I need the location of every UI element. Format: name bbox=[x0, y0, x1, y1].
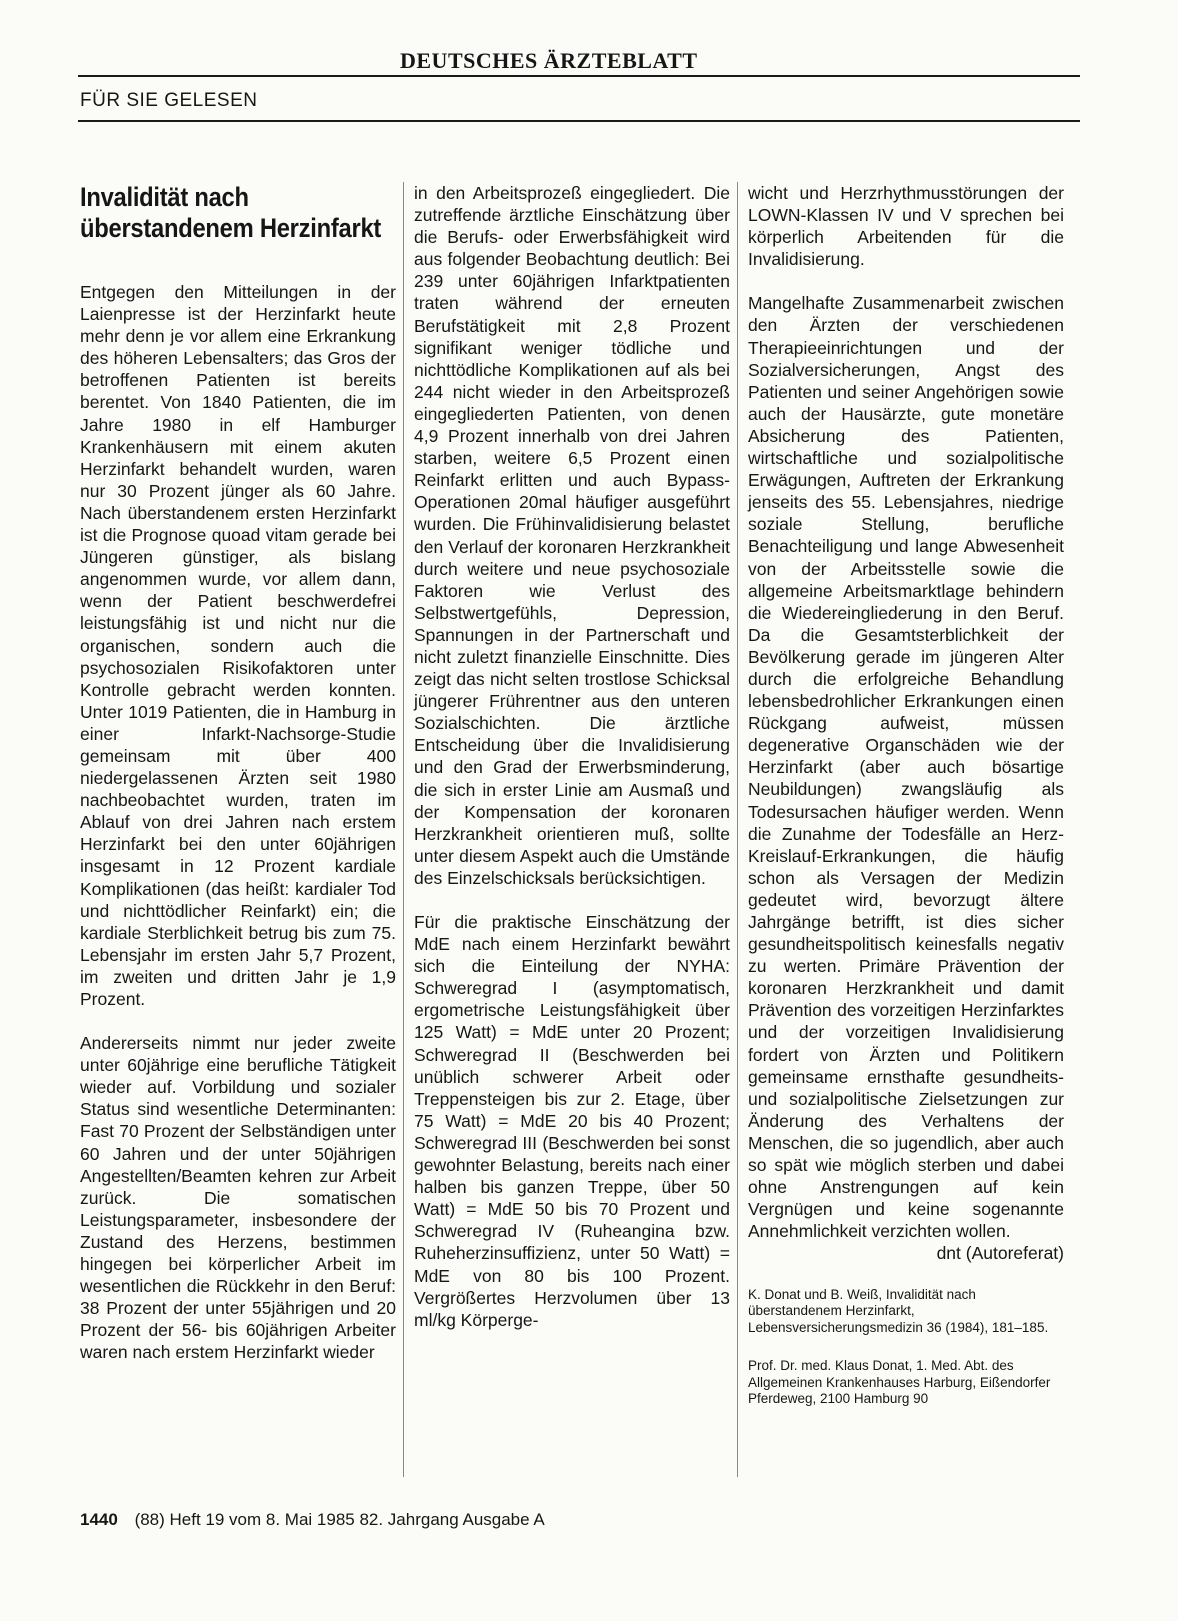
paragraph: Andererseits nimmt nur jeder zweite unter 60jährige eine berufliche Tätigkeit wieder auf. Vorbildung und sozialer Status sind wesentliche Determinanten: Fast 70 Prozent der Selbständigen unter 60 Jahren und der unter 50jährigen Angestellten/Beamten kehren zur Arbeit zurück. Die somatischen Leistungsparameter, insbesondere der Zustand des Herzens, bestimmen hingegen bei körperlicher Arbeit im wesentlichen die Rückkehr in den Beruf: 38 Prozent der unter 55jährigen und 20 Prozent der 56- bis 60jährigen Arbeiter waren nach erstem Herzinfarkt wieder bbox=[80, 1033, 396, 1363]
section-label: FÜR SIE GELESEN bbox=[80, 90, 258, 111]
paragraph: Für die praktische Einschätzung der MdE nach einem Herzinfarkt bewährt sich die Einteilung der NYHA: Schweregrad I (asymptomatisch, ergometrische Leistungsfähigkeit über 125 Watt) = MdE unter 20 Prozent; Schweregrad II (Beschwerden bei unüblich schwerer Arbeit oder Treppensteigen bis zur 2. Etage, über 75 Watt) = MdE 20 bis 40 Prozent; Schweregrad III (Beschwerden bei sonst gewohnter Belastung, bereits nach einer halben bis ganzen Treppe, über 50 Watt) = MdE 50 bis 70 Prozent und Schweregrad IV (Ruheangina bzw. Ruheherzinsuffizienz, unter 50 Watt) = MdE von 80 bis 100 Prozent. Vergrößertes Herzvolumen über 13 ml/kg Körperge- bbox=[414, 912, 730, 1330]
page-footer bbox=[80, 1510, 545, 1530]
article-column-2 bbox=[414, 182, 730, 1353]
column-divider-2 bbox=[737, 182, 738, 1477]
page-number: 1440 bbox=[80, 1510, 118, 1529]
author-signature: dnt (Autoreferat) bbox=[936, 1243, 1064, 1264]
paragraph: Mangelhafte Zusammenarbeit zwischen den Ärzten der verschiedenen Therapieeinrichtungen und der Sozialversicherungen, Angst des Patienten und seiner Angehörigen sowie auch der Hausärzte, gute monetäre Absicherung des Patienten, wirtschaftliche und sozialpolitische Erwägungen, Auftreten der Erkrankung jenseits des 55. Lebensjahres, niedrige soziale Stellung, berufliche Benachteiligung und lange Abwesenheit von der Arbeitsstelle sowie die allgemeine Arbeitsmarktlage behindern die Wiedereingliederung in den Beruf. Da die Gesamtsterblichkeit der Bevölkerung gerade im jüngeren Alter durch die erfolgreiche Behandlung lebensbedrohlicher Erkrankungen einen Rückgang aufweist, müssen degenerative Organschäden wie der Herzinfarkt (aber auch bösartige Neubildungen) zwangsläufig als Todesursachen häufiger werden. Wenn die Zunahme der Todesfälle an Herz-Kreislauf-Erkrankungen, die häufig schon als Versagen der Medizin gedeutet wird, bevorzugt ältere Jahrgänge betrifft, ist dies sicher gesundheitspolitisch keinesfalls negativ zu werten. Primäre Prävention der koronaren Herzkrankheit und damit Prävention des vorzeitigen Herzinfarktes und der vorzeitigen Invalidisierung fordert von Ärzten und Politikern gemeinsame ernsthafte gesundheits- und sozialpolitische Zielsetzungen zur Änderung des Verhaltens der Menschen, die so jugendlich, aber auch so spät wie möglich sterben und dabei ohne Anstrengungen auf kein Vergnügen und keine sogenannte Annehmlichkeit verzichten wollen. bbox=[748, 293, 1064, 1242]
header-rule-bottom bbox=[78, 120, 1080, 122]
article-title: Invalidität nach überstandenem Herzinfarkt bbox=[80, 182, 382, 243]
paragraph: in den Arbeitsprozeß eingegliedert. Die zutreffende ärztliche Einschätzung über die Berufs- oder Erwerbsfähigkeit wird aus folgender Beobachtung deutlich: Bei 239 unter 60jährigen Infarktpatienten traten während der erneuten Berufstätigkeit mit 2,8 Prozent signifikant weniger tödliche und nichttödliche Komplikationen auf als bei 244 nicht wieder in den Arbeitsprozeß eingegliederten Patienten, von denen 4,9 Prozent innerhalb von drei Jahren starben, weitere 6,5 Prozent einen Reinfarkt erlitten und auch Bypass-Operationen 20mal häufiger ausgeführt wurden. Die Frühinvalidisierung belastet den Verlauf der koronaren Herzkrankheit durch weitere und neue psychosoziale Faktoren wie Verlust des Selbstwertgefühls, Depression, Spannungen in der Partnerschaft und nicht zuletzt finanzielle Einschnitte. Dies zeigt das nicht selten trostlose Schicksal jüngerer Frührentner aus den unteren Sozialschichten. Die ärztliche Entscheidung über die Invalidisierung und den Grad der Erwerbsminderung, die sich in erster Linie am Ausmaß und der Kompensation der koronaren Herzkrankheit orientieren muß, sollte unter diesem Aspekt auch die Umstände des Einzelschicksals berücksichtigen. bbox=[414, 183, 730, 888]
column-divider-1 bbox=[403, 182, 404, 1477]
article-column-1 bbox=[80, 182, 396, 1386]
article-column-3 bbox=[748, 182, 1064, 1430]
paragraph: Entgegen den Mitteilungen in der Laienpresse ist der Herzinfarkt heute mehr denn je vor allem eine Erkrankung des höheren Lebensalters; das Gros der betroffenen Patienten ist bereits berentet. Von 1840 Patienten, die im Jahre 1980 in elf Hamburger Krankenhäusern mit einem akuten Herzinfarkt behandelt wurden, waren nur 30 Prozent jünger als 60 Jahre. Nach überstandenem ersten Herzinfarkt ist die Prognose quoad vitam gerade bei Jüngeren günstiger, als bislang angenommen wurde, vor allem dann, wenn der Patient beschwerdefrei leistungsfähig ist und nicht nur die organischen, sondern auch die psychosozialen Risikofaktoren unter Kontrolle gebracht werden konnten. Unter 1019 Patienten, die in Hamburg in einer Infarkt-Nachsorge-Studie gemeinsam mit über 400 niedergelassenen Ärzten seit 1980 nachbeobachtet wurden, traten im Ablauf von drei Jahren nach erstem Herzinfarkt bei den unter 60jährigen insgesamt in 12 Prozent kardiale Komplikationen (das heißt: kardialer Tod und nichttödlicher Reinfarkt) ein; die kardiale Sterblichkeit betrug bis zum 75. Lebensjahr im ersten Jahr 5,7 Prozent, im zweiten und dritten Jahr je 1,9 Prozent. bbox=[80, 282, 396, 1009]
reference-citation: K. Donat und B. Weiß, Invalidität nach überstandenem Herzinfarkt, Lebensversicherungsmedizin 36 (1984), 181–185. bbox=[748, 1286, 1049, 1335]
paragraph: wicht und Herzrhythmusstörungen der LOWN-Klassen IV und V sprechen bei körperlich Arbeitenden für die Invalidisierung. bbox=[748, 183, 1064, 270]
header-rule-top bbox=[78, 75, 1080, 77]
issue-info: (88) Heft 19 vom 8. Mai 1985 82. Jahrgang Ausgabe A bbox=[134, 1510, 545, 1529]
masthead: DEUTSCHES ÄRZTEBLATT bbox=[400, 48, 698, 73]
author-address: Prof. Dr. med. Klaus Donat, 1. Med. Abt. des Allgemeinen Krankenhauses Harburg, Eißendorfer Pferdeweg, 2100 Hamburg 90 bbox=[748, 1358, 1051, 1406]
